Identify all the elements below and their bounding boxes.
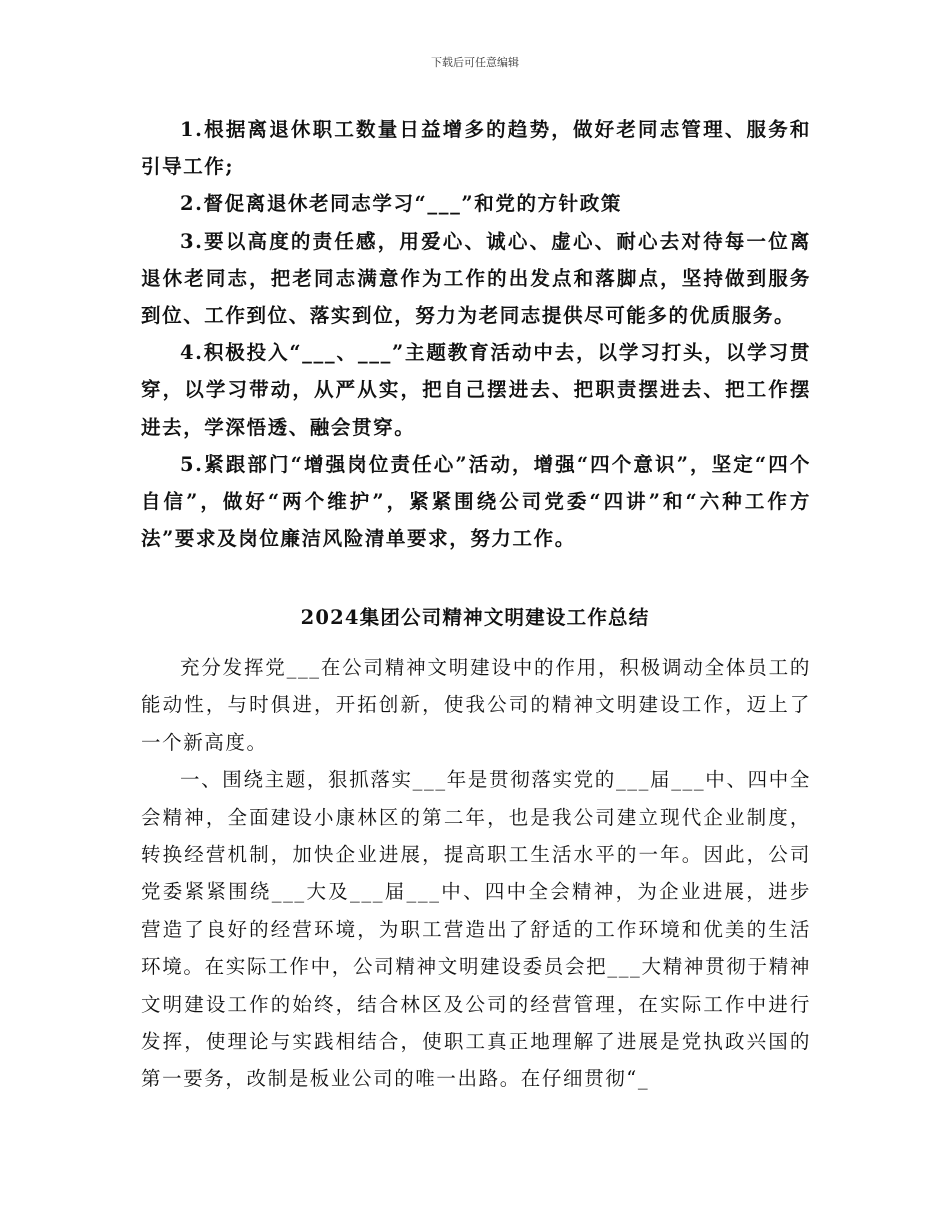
body-paragraph: 一、围绕主题，狠抓落实___年是贯彻落实党的___届___中、四中全会精神，全面建设小康林区的第二年，也是我公司建立现代企业制度，转换经营机制，加快企业进展，提高职工生活水平的一年。因此，公司党委紧紧围绕___大及___届___中、四中全会精神，为企业进展，进步营造了良好的经营环境，为职工营造出了舒适的工作环境和优美的生活环境。在实际工作中，公司精神文明建设委员会把___大精神贯彻于精神文明建设工作的始终，结合林区及公司的经营管理，在实际工作中进行发挥，使理论与实践相结合，使职工真正地理解了进展是党执政兴国的第一要务，改制是板业公司的唯一出路。在仔细贯彻“_ [141,768,811,1091]
section-title: 2024集团公司精神文明建设工作总结 [300,606,650,629]
list-item: 1.根据离退休职工数量日益增多的趋势，做好老同志管理、服务和引导工作; [141,118,811,179]
list-item: 3.要以高度的责任感，用爱心、诚心、虚心、耐心去对待每一位离退休老同志，把老同志满意作为工作的出发点和落脚点，坚持做到服务到位、工作到位、落实到位，努力为老同志提供尽可能多的优质服务。 [141,229,811,328]
list-item: 2.督促离退休老同志学习“___”和党的方针政策 [180,192,622,216]
page-header-note: 下载后可任意编辑 [431,56,519,69]
numbered-list [141,111,811,557]
section-body [141,649,811,1098]
list-item: 5.紧跟部门“增强岗位责任心”活动，增强“四个意识”，坚定“四个自信”，做好“两个维护”，紧紧围绕公司党委“四讲”和“六种工作方法”要求及岗位廉洁风险清单要求，努力工作。 [141,452,811,551]
list-item: 4.积极投入“___、___”主题教育活动中去，以学习打头，以学习贯穿，以学习带动，从严从实，把自己摆进去、把职责摆进去、把工作摆进去，学深悟透、融会贯穿。 [141,341,811,439]
body-paragraph: 充分发挥党___在公司精神文明建设中的作用，积极调动全体员工的能动性，与时俱进，开拓创新，使我公司的精神文明建设工作，迈上了一个新高度。 [141,656,811,754]
